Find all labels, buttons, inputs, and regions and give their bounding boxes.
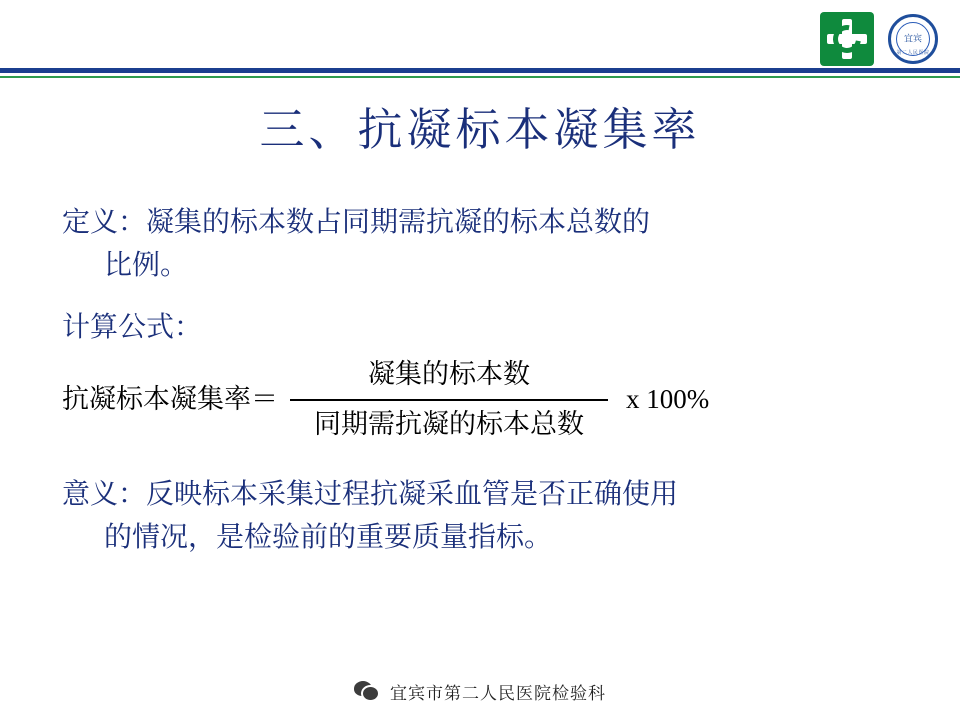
- slide-body: [62, 200, 902, 577]
- header-rule-green: [0, 76, 960, 78]
- formula-right-side: x 100%: [626, 384, 710, 415]
- wechat-icon: [354, 681, 380, 702]
- formula-numerator: 凝集的标本数: [368, 359, 530, 391]
- meaning-label: 意义：: [62, 476, 147, 510]
- wechat-bubble-small: [361, 685, 380, 702]
- page-title: 三、抗凝标本凝集率: [259, 103, 701, 156]
- meaning-line1: 反映标本采集过程抗凝采血管是否正确使用: [146, 476, 679, 510]
- definition-label: 定义：: [62, 205, 147, 238]
- definition-block: [62, 200, 902, 287]
- meaning-block: [62, 472, 902, 559]
- header-corner-accent: [0, 58, 30, 88]
- formula-left-side: 抗凝标本凝集率＝: [62, 384, 278, 416]
- formula-fraction: [290, 354, 608, 446]
- seal-mark-text: 宜宾: [903, 33, 923, 44]
- definition-line1: 凝集的标本数占同期需抗凝的标本总数的: [146, 205, 651, 238]
- footer-text: 宜宾市第二人民医院检验科: [390, 684, 606, 704]
- definition-line2: 比例。: [104, 248, 189, 282]
- hospital-seal-logo-icon: [888, 14, 938, 64]
- formula-expression: [62, 354, 902, 446]
- cross-swirl-accent: [828, 20, 867, 59]
- logo-area: [820, 12, 938, 66]
- meaning-line2: 的情况，是检验前的重要质量指标。: [104, 520, 553, 554]
- formula-denominator: 同期需抗凝的标本总数: [314, 409, 584, 441]
- footer: [0, 679, 960, 704]
- seal-sub-text: 第二人民医院: [896, 50, 930, 56]
- header-rule-blue: [0, 68, 960, 73]
- hospital-cross-logo-icon: [820, 12, 874, 66]
- formula-section-label: 计算公式：: [62, 309, 203, 343]
